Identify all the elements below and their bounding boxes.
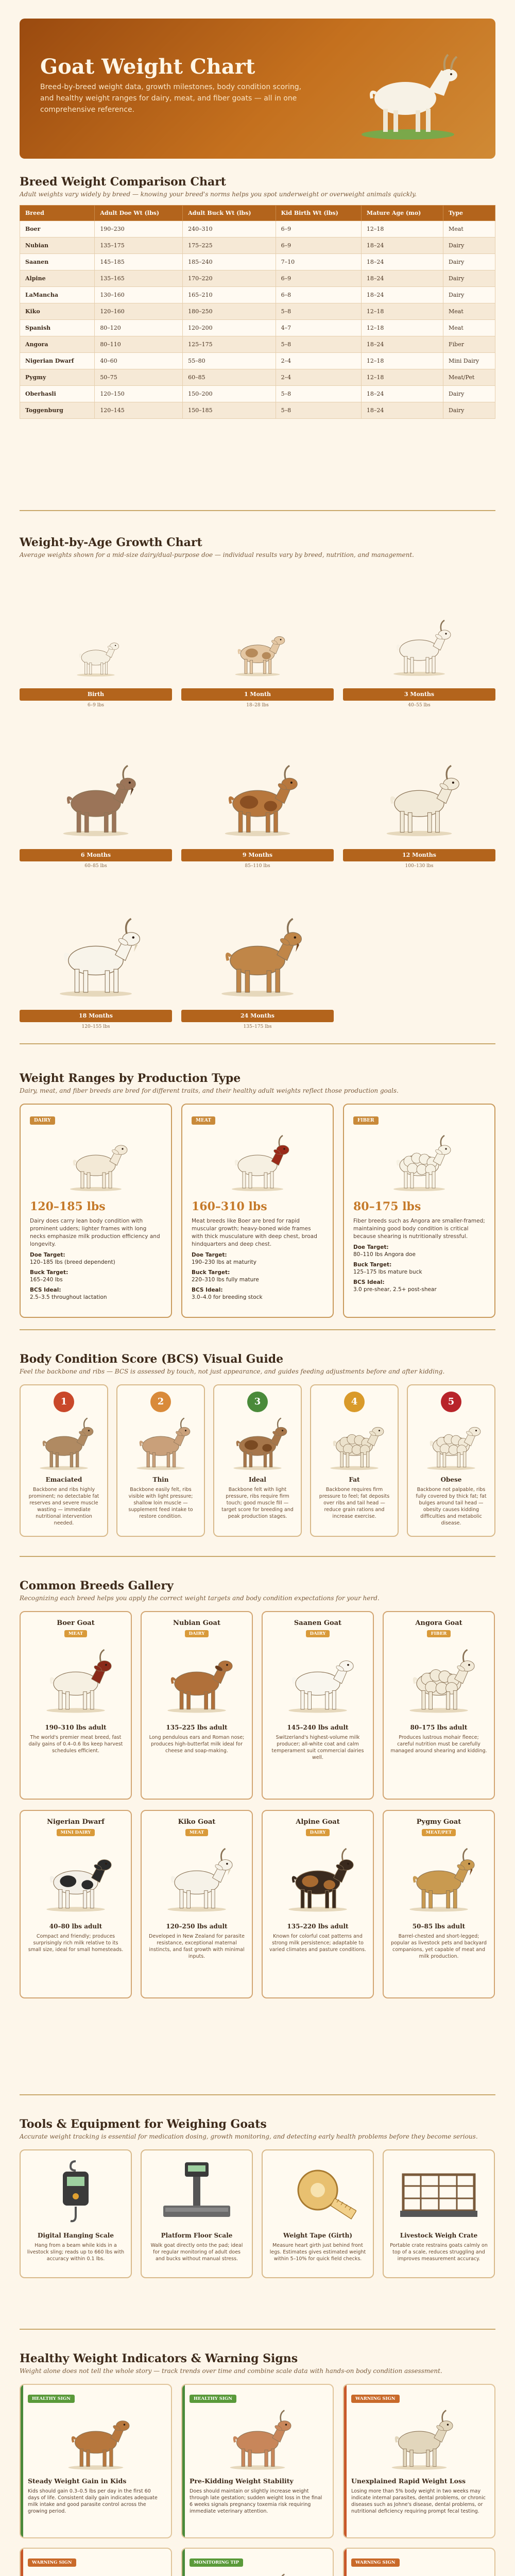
- goat-illustration: [351, 2567, 487, 2576]
- growth-stage-weight: 135–175 lbs: [243, 1024, 272, 1029]
- bcs-ideal: BCS Ideal: 2.5–3.5 throughout lactation: [30, 1287, 107, 1300]
- indicator-card: [20, 2384, 172, 2538]
- table-cell: 5–8: [276, 386, 361, 402]
- buck-target: Buck Target: 125–175 lbs mature buck: [353, 1262, 422, 1275]
- table-cell: 2–4: [276, 369, 361, 386]
- table-cell: 135–165: [95, 270, 183, 287]
- goat-illustration: [148, 1641, 246, 1719]
- buck-target: Buck Target: 220–310 lbs fully mature: [192, 1269, 259, 1283]
- goat-illustration: [27, 1840, 125, 1918]
- doe-target: Doe Target: 120–185 lbs (breed dependent): [30, 1252, 115, 1265]
- table-cell: 145–185: [95, 254, 183, 270]
- table-cell: 185–240: [183, 254, 276, 270]
- bcs-description: Backbone requires firm pressure to feel; fat deposits over ribs and tail head — reduce grain rations and increase exercise.: [319, 1487, 390, 1519]
- breed-weight: 135–225 lbs adult: [166, 1724, 228, 1731]
- breed-type-tag: DAIRY: [185, 1630, 209, 1637]
- table-cell: 80–110: [95, 336, 183, 353]
- breed-type-tag: MEAT: [64, 1630, 87, 1637]
- tools-section: [0, 2117, 515, 2278]
- table-header: Adult Buck Wt (lbs): [183, 206, 276, 221]
- breed-name: Kiko Goat: [178, 1818, 216, 1826]
- table-row: [20, 369, 495, 386]
- section-divider: [20, 2329, 495, 2330]
- table-cell: 18–24: [361, 402, 443, 419]
- table-cell: 120–150: [95, 386, 183, 402]
- indicator-grid: [20, 2384, 495, 2576]
- bcs-score-badge: 3: [247, 1392, 268, 1412]
- table-row: [20, 402, 495, 419]
- breed-name-cell: Oberhasli: [20, 386, 95, 402]
- breed-name: Pygmy Goat: [416, 1818, 461, 1826]
- growth-stage-card: [181, 568, 334, 728]
- production-weight-range: 80–175 lbs: [353, 1200, 421, 1213]
- goat-illustration: [351, 2403, 487, 2475]
- table-row: [20, 238, 495, 254]
- table-row: [20, 270, 495, 287]
- breed-name-cell: Saanen: [20, 254, 95, 270]
- goat-illustration: [269, 1840, 367, 1918]
- production-title: Weight Ranges by Production Type: [20, 1072, 241, 1085]
- breed-weight: 190–310 lbs adult: [45, 1724, 107, 1731]
- table-cell: 6–9: [276, 221, 361, 238]
- goat-illustration: [317, 1412, 391, 1474]
- table-cell: 150–200: [183, 386, 276, 402]
- production-weight-range: 120–185 lbs: [30, 1200, 106, 1213]
- tool-description: Walk goat directly onto the pad; ideal for regular monitoring of adult does and bucks without manual stress.: [150, 2243, 243, 2262]
- goat-illustration: [390, 1641, 488, 1719]
- table-cell: 175–225: [183, 238, 276, 254]
- breeds-subtitle: Recognizing each breed helps you apply the correct weight targets and body condition expectations for your herd.: [20, 1595, 380, 1602]
- tools-title: Tools & Equipment for Weighing Goats: [20, 2117, 267, 2131]
- table-cell: 18–24: [361, 386, 443, 402]
- breed-weight: 145–240 lbs adult: [287, 1724, 349, 1731]
- tool-grid: [20, 2149, 495, 2278]
- table-row: [20, 386, 495, 402]
- indicator-tag: HEALTHY SIGN: [190, 2395, 236, 2403]
- goat-illustration: [190, 2567, 325, 2576]
- breed-description: Barrel-chested and short-legged; popular as livestock pets and backyard companions, yet capable of meat and milk production.: [391, 1934, 487, 1959]
- breed-card: [262, 1611, 374, 1800]
- growth-stage-label: 18 Months: [20, 1010, 172, 1022]
- table-cell: Meat: [443, 320, 495, 336]
- table-cell: 5–8: [276, 402, 361, 419]
- indicator-description: Does should maintain or slightly increase weight through late gestation; sudden weight loss in the final 6 weeks signals pregnancy toxemia risk requiring immediate veterinary attention.: [190, 2488, 322, 2514]
- bcs-score-badge: 1: [54, 1392, 74, 1412]
- section-divider: [20, 2094, 495, 2095]
- table-cell: 7–10: [276, 254, 361, 270]
- tool-description: Portable crate restrains goats calmly on top of a scale, reduces struggling and improves measurement accuracy.: [390, 2243, 488, 2262]
- indicator-tag: WARNING SIGN: [28, 2558, 76, 2567]
- table-cell: 55–80: [183, 353, 276, 369]
- table-cell: 12–18: [361, 303, 443, 320]
- table-cell: 120–200: [183, 320, 276, 336]
- goat-illustration: [269, 1641, 367, 1719]
- section-divider: [20, 1043, 495, 1044]
- bcs-card: [20, 1384, 108, 1537]
- goat-illustration: [124, 1412, 198, 1474]
- table-row: [20, 254, 495, 270]
- table-cell: 60–85: [183, 369, 276, 386]
- production-description: Meat breeds like Boer are bred for rapid muscular growth; heavy-boned wide frames with thick musculature with deep chest, broad hindquarters and deep chest.: [192, 1218, 317, 1247]
- breed-description: Developed in New Zealand for parasite resistance, exceptional maternal instincts, and fast growth with minimal inputs.: [149, 1934, 245, 1959]
- tool-name: Livestock Weigh Crate: [400, 2232, 478, 2239]
- growth-stage-weight: 85–110 lbs: [245, 863, 270, 869]
- production-type-tag: MEAT: [192, 1116, 215, 1125]
- breed-card: [20, 1810, 132, 1998]
- growth-stage-label: 1 Month: [181, 688, 334, 701]
- table-header: Adult Doe Wt (lbs): [95, 206, 183, 221]
- breed-description: Produces lustrous mohair fleece; careful nutrition must be carefully managed around shearing and kidding.: [390, 1735, 487, 1754]
- bcs-score-badge: 4: [344, 1392, 365, 1412]
- table-cell: 12–18: [361, 320, 443, 336]
- indicator-card: [343, 2548, 495, 2576]
- breed-name: Alpine Goat: [296, 1818, 340, 1826]
- growth-stage-weight: 40–55 lbs: [408, 703, 431, 708]
- indicator-tag: HEALTHY SIGN: [28, 2395, 75, 2403]
- indicator-title: Steady Weight Gain in Kids: [28, 2477, 127, 2485]
- table-cell: 120–145: [95, 402, 183, 419]
- hero-banner: [20, 19, 495, 159]
- indicator-card: [181, 2548, 334, 2576]
- table-row: [20, 221, 495, 238]
- breed-grid: [20, 1611, 495, 1998]
- bcs-card: [116, 1384, 205, 1537]
- weigh-crate-icon: [390, 2157, 488, 2229]
- growth-stage-card: [20, 889, 172, 1050]
- breed-name: Saanen Goat: [294, 1619, 342, 1627]
- bcs-label: Emaciated: [45, 1476, 82, 1483]
- breed-name-cell: Angora: [20, 336, 95, 353]
- breed-description: Long pendulous ears and Roman nose; produces high-butterfat milk ideal for cheese and soap-making.: [149, 1735, 245, 1754]
- breed-name-cell: Kiko: [20, 303, 95, 320]
- table-cell: 50–75: [95, 369, 183, 386]
- goat-illustration: [28, 2567, 164, 2576]
- breed-name: Angora Goat: [415, 1619, 462, 1627]
- growth-section: [0, 536, 515, 1050]
- table-row: [20, 336, 495, 353]
- bcs-card: [407, 1384, 495, 1537]
- production-type-card: [20, 1104, 172, 1318]
- table-header-row: [20, 206, 495, 221]
- table-cell: Dairy: [443, 238, 495, 254]
- growth-subtitle: Average weights shown for a mid-size dairy/dual-purpose doe — individual results vary by breed, nutrition, and management.: [20, 551, 414, 558]
- weight-tape-icon: [269, 2157, 367, 2229]
- breed-table-title: Breed Weight Comparison Chart: [20, 175, 226, 189]
- goat-illustration: [190, 2403, 325, 2475]
- breed-name: Nigerian Dwarf: [47, 1818, 105, 1826]
- table-cell: Mini Dairy: [443, 353, 495, 369]
- goat-illustration: [27, 1641, 125, 1719]
- table-cell: 80–120: [95, 320, 183, 336]
- table-header: Breed: [20, 206, 95, 221]
- breed-description: Switzerland's highest-volume milk producer; all-white coat and calm temperament suit commercial dairies well.: [271, 1735, 364, 1760]
- breed-weight: 50–85 lbs adult: [412, 1923, 466, 1930]
- table-row: [20, 287, 495, 303]
- bcs-title: Body Condition Score (BCS) Visual Guide: [20, 1352, 284, 1366]
- bcs-label: Fat: [349, 1476, 360, 1483]
- breed-type-tag: DAIRY: [306, 1829, 330, 1836]
- growth-stage-weight: 18–28 lbs: [246, 703, 269, 708]
- goat-illustration: [192, 1129, 323, 1196]
- growth-stage-label: 6 Months: [20, 849, 172, 861]
- bcs-description: Backbone and ribs highly prominent; no detectable fat reserves and severe muscle wasting — immediate nutritional intervention needed.: [28, 1487, 99, 1526]
- table-cell: Meat/Pet: [443, 369, 495, 386]
- indicators-section: [0, 2352, 515, 2576]
- indicator-description: Losing more than 5% body weight in two weeks may indicate internal parasites, dental problems, or chronic diseases such as Johne's disease, dental problems, or nutritional deficiency requiring prompt fecal testing.: [351, 2488, 486, 2514]
- production-type-tag: DAIRY: [30, 1116, 55, 1125]
- page-title: Goat Weight Chart: [40, 55, 255, 79]
- table-cell: 5–8: [276, 336, 361, 353]
- table-cell: 12–18: [361, 221, 443, 238]
- breed-type-tag: MEAT/PET: [422, 1829, 456, 1836]
- goat-illustration: [390, 1840, 488, 1918]
- table-cell: Dairy: [443, 386, 495, 402]
- production-type-card: [343, 1104, 495, 1318]
- table-cell: 5–8: [276, 303, 361, 320]
- bcs-section: [0, 1352, 515, 1537]
- buck-target: Buck Target: 165–240 lbs: [30, 1269, 68, 1283]
- table-header: Kid Birth Wt (lbs): [276, 206, 361, 221]
- growth-stage-weight: 6–9 lbs: [87, 703, 105, 708]
- bcs-subtitle: Feel the backbone and ribs — BCS is assessed by touch, not just appearance, and guides feeding adjustments before and after kidding.: [20, 1368, 445, 1375]
- breed-description: The world's premier meat breed, fast daily gains of 0.4–0.6 lbs keep harvest schedules efficient.: [28, 1735, 123, 1754]
- breed-weight: 135–220 lbs adult: [287, 1923, 349, 1930]
- growth-stage-weight: 100–130 lbs: [405, 863, 434, 869]
- goat-illustration: [353, 1129, 485, 1196]
- breed-table-body: [20, 221, 495, 419]
- table-cell: 18–24: [361, 238, 443, 254]
- breed-card: [20, 1611, 132, 1800]
- table-cell: 2–4: [276, 353, 361, 369]
- platform-scale-icon: [148, 2157, 246, 2229]
- growth-title: Weight-by-Age Growth Chart: [20, 536, 202, 549]
- breed-name: Nubian Goat: [173, 1619, 220, 1627]
- breed-card: [383, 1810, 495, 1998]
- table-cell: 4–7: [276, 320, 361, 336]
- table-cell: 150–185: [183, 402, 276, 419]
- growth-stage-card: [20, 568, 172, 728]
- table-cell: Dairy: [443, 287, 495, 303]
- breed-name-cell: Spanish: [20, 320, 95, 336]
- breed-name: Boer Goat: [57, 1619, 95, 1627]
- breed-type-tag: DAIRY: [306, 1630, 330, 1637]
- growth-stage-weight: 60–85 lbs: [84, 863, 107, 869]
- indicator-tag: MONITORING TIP: [190, 2558, 243, 2567]
- breed-name-cell: Alpine: [20, 270, 95, 287]
- breed-name-cell: LaMancha: [20, 287, 95, 303]
- table-header: Type: [443, 206, 495, 221]
- growth-stage-label: 24 Months: [181, 1010, 334, 1022]
- breed-weight: 120–250 lbs adult: [166, 1923, 228, 1930]
- indicators-title: Healthy Weight Indicators & Warning Signs: [20, 2352, 298, 2365]
- breed-type-tag: MEAT: [185, 1829, 208, 1836]
- tool-card: [383, 2149, 495, 2278]
- table-cell: 190–230: [95, 221, 183, 238]
- tools-subtitle: Accurate weight tracking is essential for medication dosing, growth monitoring, and detecting early health problems before they become serious.: [20, 2133, 478, 2140]
- table-cell: 125–175: [183, 336, 276, 353]
- indicator-description: Kids should gain 0.3–0.5 lbs per day in the first 60 days of life. Consistent daily gain indicates adequate milk intake and good parasite control across the growing period.: [28, 2488, 158, 2514]
- bcs-description: Backbone not palpable, ribs fully covered by thick fat; fat bulges around tail head — obesity causes kidding difficulties and metabolic disease.: [416, 1487, 487, 1526]
- breed-description: Known for colorful coat patterns and strong milk persistence; adaptable to varied climates and pasture conditions.: [269, 1934, 366, 1953]
- goat-illustration: [414, 1412, 488, 1474]
- growth-stage-label: 3 Months: [343, 688, 495, 701]
- bcs-label: Obese: [440, 1476, 462, 1483]
- tool-card: [262, 2149, 374, 2278]
- hero-goat-illustration: [351, 49, 465, 142]
- table-cell: Meat: [443, 303, 495, 320]
- breed-card: [383, 1611, 495, 1800]
- bcs-card: [310, 1384, 399, 1537]
- growth-stage-card: [20, 728, 172, 889]
- production-grid: [20, 1104, 495, 1318]
- growth-grid: [20, 568, 495, 1050]
- goat-illustration: [27, 1412, 101, 1474]
- production-section: [0, 1072, 515, 1318]
- indicators-subtitle: Weight alone does not tell the whole story — track trends over time and combine scale data with hands-on body condition assessment.: [20, 2367, 442, 2375]
- production-type-tag: FIBER: [353, 1116, 379, 1125]
- breed-name-cell: Nigerian Dwarf: [20, 353, 95, 369]
- production-description: Dairy does carry lean body condition with prominent udders; lighter frames with long necks emphasize milk production efficiency and longevity.: [30, 1218, 160, 1247]
- table-cell: 18–24: [361, 336, 443, 353]
- growth-stage-card: [181, 728, 334, 889]
- breed-table-section: [0, 175, 515, 419]
- table-cell: 165–210: [183, 287, 276, 303]
- table-cell: 18–24: [361, 270, 443, 287]
- table-cell: 6–9: [276, 270, 361, 287]
- doe-target: Doe Target: 80–110 lbs Angora doe: [353, 1244, 416, 1258]
- table-cell: 18–24: [361, 254, 443, 270]
- production-subtitle: Dairy, meat, and fiber breeds are bred for different traits, and their healthy adult weights reflect those production goals.: [20, 1087, 399, 1094]
- table-cell: 40–60: [95, 353, 183, 369]
- tool-description: Hang from a beam while kids in a livestock sling; reads up to 660 lbs with accuracy within 0.1 lbs.: [27, 2243, 125, 2262]
- bcs-description: Backbone felt with light pressure, ribs require firm touch; good muscle fill — target score for breeding and peak production stages.: [221, 1487, 294, 1519]
- tool-card: [141, 2149, 253, 2278]
- indicator-title: Pre-Kidding Weight Stability: [190, 2477, 294, 2485]
- breed-type-tag: FIBER: [427, 1630, 451, 1637]
- table-cell: 18–24: [361, 287, 443, 303]
- bcs-ideal: BCS Ideal: 3.0–4.0 for breeding stock: [192, 1287, 263, 1300]
- bcs-card: [213, 1384, 302, 1537]
- goat-illustration: [30, 1129, 162, 1196]
- breed-card: [262, 1810, 374, 1998]
- breed-name-cell: Nubian: [20, 238, 95, 254]
- table-cell: 12–18: [361, 369, 443, 386]
- breed-weight-table: [20, 205, 495, 419]
- growth-stage-label: Birth: [20, 688, 172, 701]
- breed-description: Compact and friendly; produces surprisingly rich milk relative to its small size, ideal for small homesteads.: [28, 1934, 124, 1953]
- table-cell: Dairy: [443, 402, 495, 419]
- table-header: Mature Age (mo): [361, 206, 443, 221]
- growth-stage-label: 9 Months: [181, 849, 334, 861]
- breeds-section: [0, 1579, 515, 1998]
- growth-stage-weight: 120–155 lbs: [81, 1024, 110, 1029]
- indicator-card: [181, 2384, 334, 2538]
- breed-table-subtitle: Adult weights vary widely by breed — knowing your breed's norms helps you spot underweight or overweight animals quickly.: [20, 191, 417, 198]
- table-cell: Fiber: [443, 336, 495, 353]
- table-cell: 170–220: [183, 270, 276, 287]
- goat-illustration: [220, 1412, 295, 1474]
- table-cell: 6–8: [276, 287, 361, 303]
- bcs-label: Ideal: [249, 1476, 266, 1483]
- table-row: [20, 320, 495, 336]
- table-cell: Dairy: [443, 270, 495, 287]
- indicator-title: Unexplained Rapid Weight Loss: [351, 2477, 466, 2485]
- hero-subtitle: Breed-by-breed weight data, growth milestones, body condition scoring, and healthy weight ranges for dairy, meat, and fiber goats — all in one comprehensive reference.: [40, 83, 302, 114]
- breed-name-cell: Pygmy: [20, 369, 95, 386]
- breed-name-cell: Boer: [20, 221, 95, 238]
- bcs-label: Thin: [152, 1476, 169, 1483]
- table-cell: 120–160: [95, 303, 183, 320]
- bcs-score-badge: 2: [150, 1392, 171, 1412]
- section-divider: [20, 1329, 495, 1330]
- table-cell: 240–310: [183, 221, 276, 238]
- growth-stage-card: [181, 889, 334, 1050]
- table-cell: 130–160: [95, 287, 183, 303]
- hanging-scale-icon: [27, 2157, 125, 2229]
- breed-weight: 40–80 lbs adult: [49, 1923, 102, 1930]
- section-divider: [20, 510, 495, 511]
- breed-name-cell: Toggenburg: [20, 402, 95, 419]
- breeds-title: Common Breeds Gallery: [20, 1579, 174, 1592]
- goat-illustration: [148, 1840, 246, 1918]
- bcs-ideal: BCS Ideal: 3.0 pre-shear, 2.5+ post-shear: [353, 1279, 437, 1293]
- table-row: [20, 303, 495, 320]
- bcs-score-badge: 5: [441, 1392, 461, 1412]
- table-cell: 135–175: [95, 238, 183, 254]
- section-divider: [20, 1556, 495, 1557]
- table-cell: Meat: [443, 221, 495, 238]
- table-cell: 6–9: [276, 238, 361, 254]
- table-cell: Dairy: [443, 254, 495, 270]
- production-weight-range: 160–310 lbs: [192, 1200, 267, 1213]
- breed-card: [141, 1810, 253, 1998]
- doe-target: Doe Target: 190–230 lbs at maturity: [192, 1252, 256, 1265]
- table-cell: 12–18: [361, 353, 443, 369]
- breed-type-tag: MINI DAIRY: [57, 1829, 95, 1836]
- tool-name: Weight Tape (Girth): [283, 2232, 353, 2239]
- breed-card: [141, 1611, 253, 1800]
- growth-stage-card: [343, 568, 495, 728]
- breed-weight: 80–175 lbs adult: [410, 1724, 468, 1731]
- tool-name: Digital Hanging Scale: [38, 2232, 114, 2239]
- tool-description: Measure heart girth just behind front legs. Estimates gives estimated weight within 5–10% for quick field checks.: [269, 2243, 366, 2262]
- indicator-tag: WARNING SIGN: [351, 2558, 400, 2567]
- production-type-card: [181, 1104, 334, 1318]
- goat-illustration: [28, 2403, 164, 2475]
- table-cell: 180–250: [183, 303, 276, 320]
- bcs-description: Backbone easily felt, ribs visible with light pressure; shallow loin muscle — supplement feed intake to restore condition.: [128, 1487, 193, 1519]
- indicator-card: [343, 2384, 495, 2538]
- tool-card: [20, 2149, 132, 2278]
- indicator-tag: WARNING SIGN: [351, 2395, 400, 2403]
- growth-stage-card: [343, 728, 495, 889]
- bcs-grid: [20, 1384, 495, 1537]
- production-description: Fiber breeds such as Angora are smaller-framed; maintaining good body condition is critical because shearing is nutritionally stressful.: [353, 1218, 485, 1240]
- tool-name: Platform Floor Scale: [161, 2232, 233, 2239]
- indicator-card: [20, 2548, 172, 2576]
- table-row: [20, 353, 495, 369]
- growth-stage-label: 12 Months: [343, 849, 495, 861]
